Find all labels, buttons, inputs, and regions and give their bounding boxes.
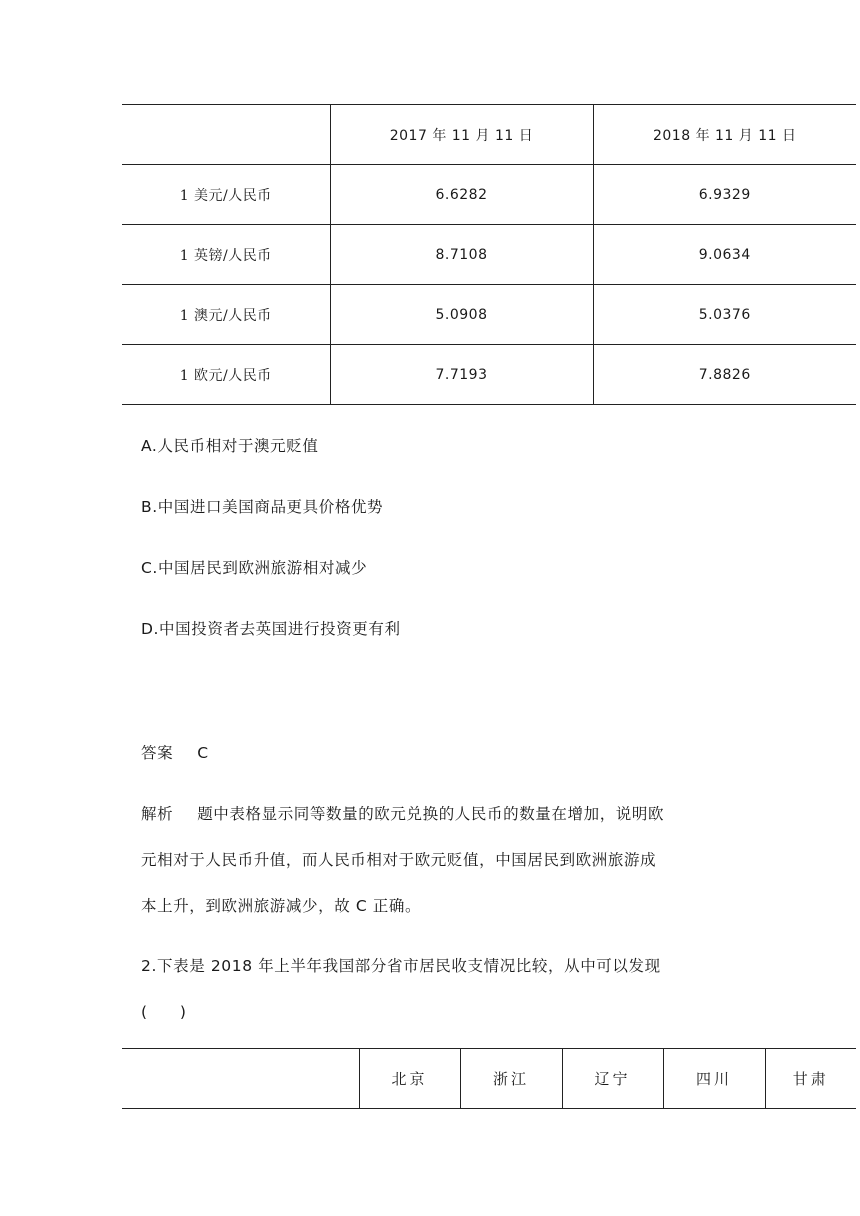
header-cell-zhejiang: 浙江 <box>460 1049 562 1109</box>
option-d: D.中国投资者去英国进行投资更有利 <box>141 620 401 638</box>
answer-line <box>141 741 209 763</box>
currency-label: 1 美元/人民币 <box>122 165 330 225</box>
table-row <box>122 165 856 225</box>
table-row <box>122 285 856 345</box>
header-cell-empty <box>122 1049 359 1109</box>
header-cell-gansu: 甘肃 <box>765 1049 856 1109</box>
header-cell-sichuan: 四川 <box>663 1049 765 1109</box>
header-cell-2017: 2017 年 11 月 11 日 <box>330 105 593 165</box>
rate-2017: 5.0908 <box>330 285 593 345</box>
rate-2018: 7.8826 <box>593 345 856 405</box>
table-header-row <box>122 1049 856 1109</box>
rate-2017: 6.6282 <box>330 165 593 225</box>
province-table <box>122 1048 856 1109</box>
header-cell-2018: 2018 年 11 月 11 日 <box>593 105 856 165</box>
analysis-line-1 <box>141 802 664 824</box>
option-c: C.中国居民到欧洲旅游相对减少 <box>141 559 368 577</box>
table-row <box>122 225 856 285</box>
header-cell-beijing: 北京 <box>359 1049 460 1109</box>
rate-2017: 7.7193 <box>330 345 593 405</box>
analysis-text: 题中表格显示同等数量的欧元兑换的人民币的数量在增加，说明欧 <box>197 805 665 823</box>
exchange-rate-table <box>122 104 856 405</box>
currency-label: 1 英镑/人民币 <box>122 225 330 285</box>
rate-2018: 5.0376 <box>593 285 856 345</box>
option-a: A.人民币相对于澳元贬值 <box>141 437 319 455</box>
analysis-line-3: 本上升，到欧洲旅游减少，故 C 正确。 <box>141 897 422 915</box>
table-header-row <box>122 105 856 165</box>
option-b: B.中国进口美国商品更具价格优势 <box>141 498 384 516</box>
analysis-label: 解析 <box>141 805 174 823</box>
rate-2017: 8.7108 <box>330 225 593 285</box>
currency-label: 1 澳元/人民币 <box>122 285 330 345</box>
header-cell-liaoning: 辽宁 <box>562 1049 663 1109</box>
table-row <box>122 345 856 405</box>
question-2-blank: ( ) <box>141 1003 187 1021</box>
rate-2018: 9.0634 <box>593 225 856 285</box>
question-2-stem: 2.下表是 2018 年上半年我国部分省市居民收支情况比较，从中可以发现 <box>141 957 661 975</box>
currency-label: 1 欧元/人民币 <box>122 345 330 405</box>
analysis-line-2: 元相对于人民币升值，而人民币相对于欧元贬值，中国居民到欧洲旅游成 <box>141 851 657 869</box>
rate-2018: 6.9329 <box>593 165 856 225</box>
answer-value: C <box>197 744 209 762</box>
header-cell-empty <box>122 105 330 165</box>
answer-label: 答案 <box>141 744 174 762</box>
